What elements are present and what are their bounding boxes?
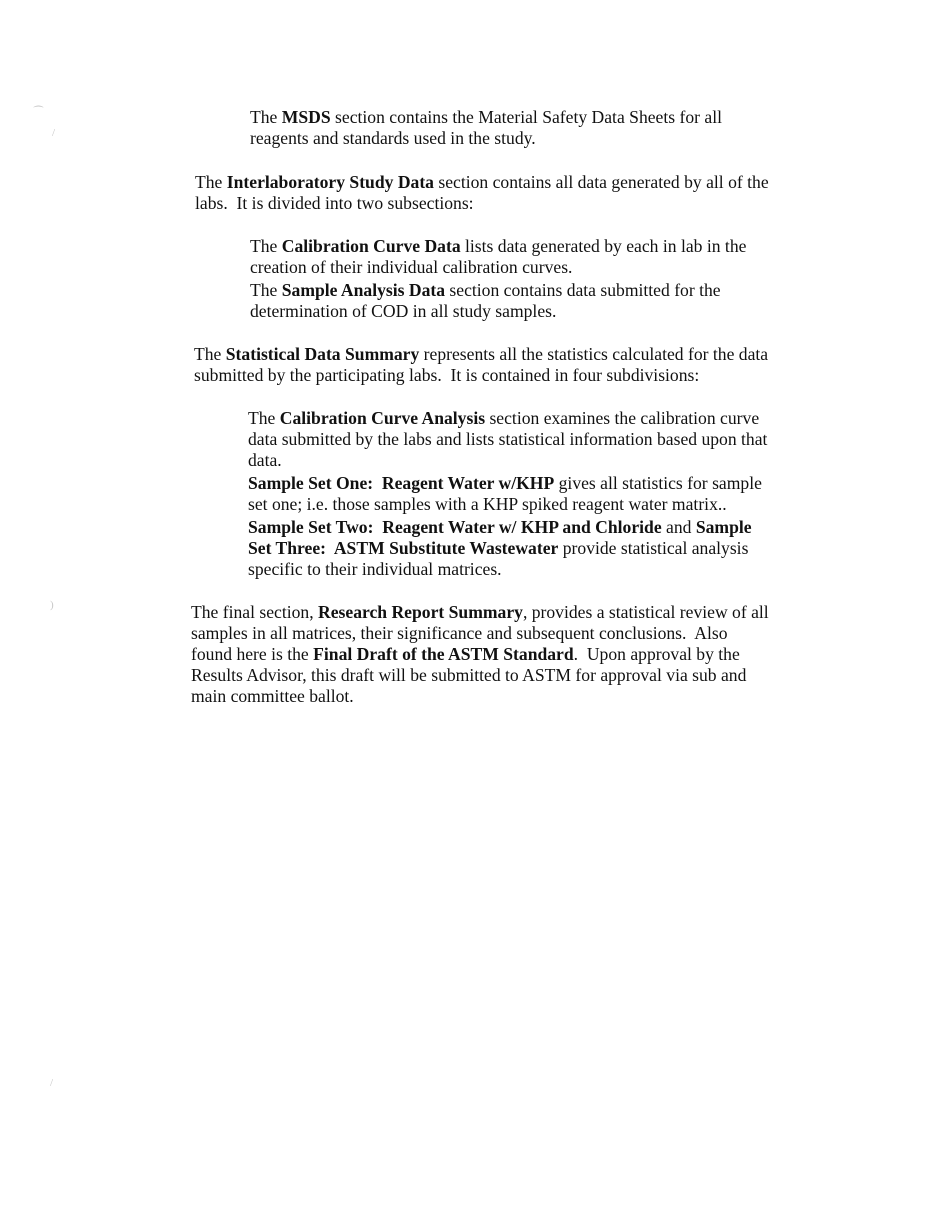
statistical-summary-paragraph <box>194 344 768 386</box>
interlab-line-2: labs. It is divided into two subsections: <box>195 193 474 213</box>
sample-set-two-line-1 <box>248 517 752 538</box>
sample-analysis-paragraph <box>250 280 721 322</box>
statistical-summary-lead: The <box>194 344 226 364</box>
sample-set-two-term: Sample Set Two: Reagent Water w/ KHP and Chloride <box>248 517 662 537</box>
msds-lead: The <box>250 107 282 127</box>
sample-set-two-line-2 <box>248 538 752 559</box>
final-line3-rest: . Upon approval by the <box>573 644 740 664</box>
calibration-data-line1-rest: lists data generated by each in lab in the <box>460 236 747 256</box>
sample-set-one-paragraph <box>248 473 762 515</box>
interlab-term: Interlaboratory Study Data <box>226 172 434 192</box>
final-line1-rest: , provides a statistical review of all <box>522 602 769 622</box>
final-line-5: main committee ballot. <box>191 686 354 706</box>
calibration-analysis-term: Calibration Curve Analysis <box>279 408 486 428</box>
calibration-analysis-line1-rest: section examines the calibration curve <box>485 408 760 428</box>
interlab-lead: The <box>195 172 227 192</box>
sample-set-one-line-1 <box>248 473 762 494</box>
sample-analysis-line-1 <box>250 280 721 301</box>
final-line-2: samples in all matrices, their significance and subsequent conclusions. Also <box>191 623 728 643</box>
calibration-analysis-line-2: data submitted by the labs and lists statistical information based upon that <box>248 429 768 449</box>
calibration-analysis-line-1 <box>248 408 767 429</box>
scan-speck-middle: ) <box>50 599 54 611</box>
final-astm-standard-term: Final Draft of the ASTM Standard <box>313 644 574 664</box>
sample-set-two-line-3: specific to their individual matrices. <box>248 559 502 579</box>
scan-speck-top-2: / <box>52 127 56 139</box>
final-section-paragraph <box>191 602 769 707</box>
sample-set-one-term: Sample Set One: Reagent Water w/KHP <box>248 473 555 493</box>
sample-set-two-line2-rest: provide statistical analysis <box>558 538 749 558</box>
msds-line-1 <box>250 107 722 128</box>
sample-analysis-lead: The <box>250 280 282 300</box>
scan-speck-top: ⁀ <box>34 107 43 119</box>
sample-analysis-term: Sample Analysis Data <box>281 280 446 300</box>
sample-set-two-mid: and <box>661 517 696 537</box>
calibration-data-term: Calibration Curve Data <box>281 236 461 256</box>
sample-analysis-line-2: determination of COD in all study samples. <box>250 301 557 321</box>
sample-set-three-term-part-2: Set Three: ASTM Substitute Wastewater <box>248 538 559 558</box>
final-line-1 <box>191 602 769 623</box>
statistical-summary-line-1 <box>194 344 768 365</box>
final-line1-lead: The final section, <box>191 602 319 622</box>
msds-line-2: reagents and standards used in the study. <box>250 128 536 148</box>
final-line-4: Results Advisor, this draft will be submitted to ASTM for approval via sub and <box>191 665 747 685</box>
msds-paragraph <box>250 107 722 149</box>
sample-set-three-term-part-1: Sample <box>695 517 752 537</box>
calibration-data-lead: The <box>250 236 282 256</box>
statistical-summary-line-2: submitted by the participating labs. It is contained in four subdivisions: <box>194 365 700 385</box>
msds-line1-rest: section contains the Material Safety Data Sheets for all <box>330 107 722 127</box>
calibration-analysis-line-3: data. <box>248 450 282 470</box>
calibration-analysis-lead: The <box>248 408 280 428</box>
calibration-data-line-2: creation of their individual calibration curves. <box>250 257 573 277</box>
calibration-data-line-1 <box>250 236 746 257</box>
final-line3-lead: found here is the <box>191 644 314 664</box>
calibration-analysis-paragraph <box>248 408 767 471</box>
final-research-report-term: Research Report Summary <box>318 602 523 622</box>
sample-set-one-line-2: set one; i.e. those samples with a KHP spiked reagent water matrix.. <box>248 494 727 514</box>
sample-set-one-line1-rest: gives all statistics for sample <box>554 473 762 493</box>
final-line-3 <box>191 644 769 665</box>
scan-speck-bottom: / <box>50 1077 54 1089</box>
calibration-data-paragraph <box>250 236 746 278</box>
interlab-line-1 <box>195 172 769 193</box>
statistical-summary-line1-rest: represents all the statistics calculated for the data <box>419 344 769 364</box>
interlab-paragraph <box>195 172 769 214</box>
interlab-line1-rest: section contains all data generated by all of the <box>433 172 769 192</box>
sample-set-two-three-paragraph <box>248 517 752 580</box>
statistical-summary-term: Statistical Data Summary <box>225 344 420 364</box>
msds-term: MSDS <box>281 107 331 127</box>
sample-analysis-line1-rest: section contains data submitted for the <box>445 280 721 300</box>
